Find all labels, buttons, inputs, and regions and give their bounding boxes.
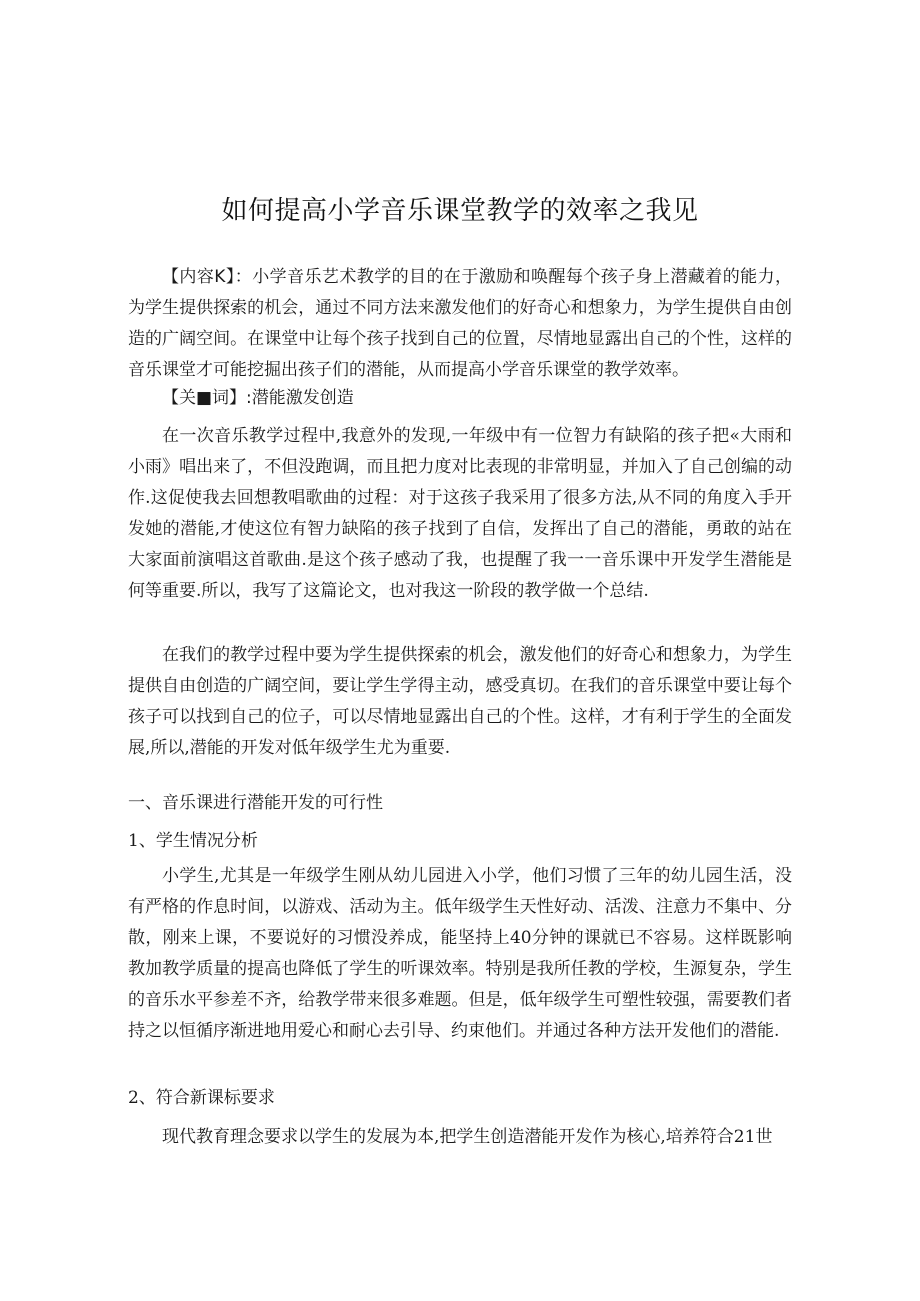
abstract-text: 小学音乐艺术教学的目的在于激励和唤醒每个孩子身上潜藏着的能力，为学生提供探索的机会，通过不同方法来激发他们的好奇心和想象力，为学生提供自由创造的广阔空间。在课堂中让每个孩子找到自己的位置，尽情地显露出自己的个性，这样的音乐课堂才可能挖掘出孩子们的潜能，从而提高小学音乐课堂的教学效率。	[128, 267, 793, 380]
abstract-label: 【内容K】：	[162, 267, 253, 287]
subsection-1-paragraph: 小学生,尤其是一年级学生刚从幼儿园进入小学，他们习惯了三年的幼儿园生活，没有严格的作息时间，以游戏、活动为主。低年级学生天性好动、活泼、注意力不集中、分散，刚来上课，不要说好的习惯没养成，能坚持上40分钟的课就已不容易。这样既影响教加教学质量的提高也降低了学生的听课效率。特别是我所任教的学校，生源复杂，学生的音乐水平参差不齐，给教学带来很多难题。但是，低年级学生可塑性较强，需要教们者持之以恒循序渐进地用爱心和耐心去引导、约束他们。并通过各种方法开发他们的潜能.	[128, 866, 792, 1041]
subsection-2-heading: 2、符合新课标要求	[128, 1088, 275, 1108]
body-paragraph-2: 在我们的教学过程中要为学生提供探索的机会，激发他们的好奇心和想象力，为学生提供自由创造的广阔空间，要让学生学得主动，感受真切。在我们的音乐课堂中要让每个孩子可以找到自己的位子，可以尽情地显露出自己的个性。这样，才有利于学生的全面发展,所以,潜能的开发对低年级学生尤为重要.	[128, 645, 792, 758]
section-1-heading: 一、音乐课进行潜能开发的可行性	[128, 793, 383, 813]
keywords-paragraph	[128, 383, 792, 414]
subsection-1-heading: 1、学生情况分析	[128, 831, 258, 851]
subsection-2-paragraph: 现代教育理念要求以学生的发展为本,把学生创造潜能开发作为核心,培养符合21世	[162, 1127, 773, 1147]
keywords-label: 【关■词】:	[162, 388, 252, 408]
keywords-text: 潜能激发创造	[251, 388, 354, 408]
document-title: 如何提高小学音乐课堂教学的效率之我见	[221, 196, 699, 226]
body-paragraph-1: 在一次音乐教学过程中,我意外的发现,一年级中有一位智力有缺陷的孩子把«大雨和小雨》唱出来了，不但没跑调，而且把力度对比表现的非常明显，并加入了自己创编的动作.这促使我去回想教唱歌曲的过程：对于这孩子我采用了很多方法,从不同的角度入手开发她的潜能,才使这位有智力缺陷的孩子找到了自信，发挥出了自己的潜能，勇敢的站在大家面前演唱这首歌曲.是这个孩子感动了我，也提醒了我一一音乐课中开发学生潜能是何等重要.所以，我写了这篇论文，也对我这一阶段的教学做一个总结.	[128, 426, 792, 601]
abstract-paragraph	[128, 262, 792, 386]
